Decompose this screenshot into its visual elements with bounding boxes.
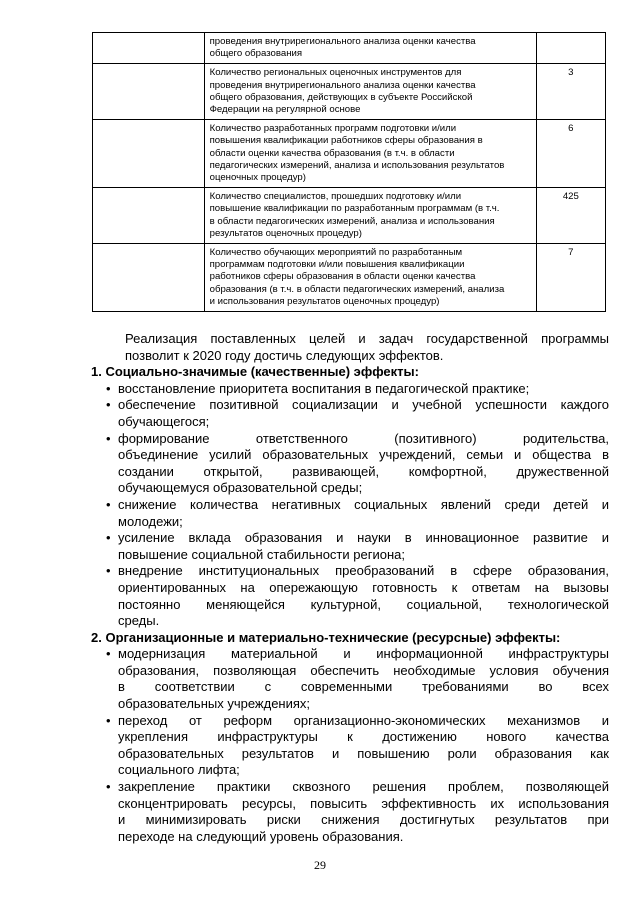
list-item-line: снижение количества негативных социальных явлений среди детей и: [118, 496, 609, 512]
list-item: [91, 563, 609, 629]
intro-line: Реализация поставленных целей и задач государственной программы: [125, 331, 609, 346]
indicator-name-cell: [204, 64, 536, 120]
indicator-text-line: повышение квалификации по разработанным программам (в т.ч.: [209, 203, 500, 215]
bullet-icon: •: [106, 530, 111, 546]
table-cell-empty: [93, 244, 205, 312]
bullet-icon: •: [106, 430, 111, 446]
list-item-line: образования, позволяющая обеспечить необходимые условия обучения: [118, 662, 609, 678]
list-item-line: обучающемуся образовательной среды;: [118, 480, 363, 496]
table-row: [93, 244, 606, 312]
list-item-line: модернизация материальной и информационной инфраструктуры: [118, 646, 609, 662]
list-item: [91, 713, 609, 779]
indicator-name-cell: [204, 188, 536, 244]
table-row: [93, 64, 606, 120]
indicator-text-line: образования (в т.ч. в области педагогических измерений, анализа: [209, 283, 505, 295]
indicator-name-cell: [204, 33, 536, 64]
indicator-text-line: педагогических измерений, анализа и использования результатов: [209, 159, 505, 171]
section2-heading: 2. Организационные и материально-технические (ресурсные) эффекты:: [91, 629, 561, 645]
indicator-text-line: проведения внутрирегионального анализа оценки качества: [209, 79, 476, 91]
list-item-line: образовательных результатов и повышению роли образования как: [118, 745, 609, 761]
indicator-text-line: работников сферы образования в области оценки качества: [209, 271, 476, 283]
indicator-text-line: и использования результатов оценочных процедур): [209, 295, 440, 307]
table-row: [93, 188, 606, 244]
indicator-text-line: проведения внутрирегионального анализа оценки качества: [209, 36, 476, 47]
bullet-icon: •: [106, 380, 111, 396]
indicator-value-cell: 6: [536, 120, 605, 188]
indicator-text-line: результатов оценочных процедур): [209, 227, 362, 239]
indicator-value-cell: [536, 33, 605, 64]
table-cell-empty: [93, 64, 205, 120]
bullet-icon: •: [106, 712, 111, 728]
list-item-line: переходе на следующий уровень образования.: [118, 828, 404, 844]
section2-list: [91, 646, 609, 845]
table-cell-empty: [93, 120, 205, 188]
intro-line: позволит к 2020 году достичь следующих эффектов.: [125, 347, 444, 363]
list-item-line: восстановление приоритета воспитания в педагогической практике;: [118, 380, 530, 396]
indicator-text-line: общего образования: [209, 48, 303, 60]
table-row: [93, 33, 606, 64]
list-item: [91, 497, 609, 530]
list-item: [91, 397, 609, 430]
list-item-line: создании открытой, развивающей, комфортной, дружественной: [118, 463, 609, 479]
bullet-icon: •: [106, 397, 111, 413]
indicator-text-line: программам подготовки и/или повышения квалификации: [209, 259, 465, 271]
indicator-text-line: Количество обучающих мероприятий по разработанным: [209, 247, 463, 259]
list-item-line: среды.: [118, 613, 160, 629]
indicator-text-line: Федерации на регулярной основе: [209, 104, 361, 116]
intro-paragraph: [91, 331, 609, 364]
list-item-line: внедрение институциональных преобразований в сфере образования,: [118, 563, 609, 579]
indicator-text-line: Количество региональных оценочных инструментов для: [209, 67, 462, 79]
table-row: [93, 120, 606, 188]
list-item-line: социального лифта;: [118, 762, 240, 778]
list-item-line: усиление вклада образования и науки в инновационное развитие и: [118, 530, 609, 546]
page-number: 29: [314, 858, 326, 872]
section1-list: [91, 381, 609, 630]
list-item: [91, 779, 609, 845]
indicator-text-line: оценочных процедур): [209, 172, 306, 184]
indicator-text-line: в области педагогических измерений, анализа и использования: [209, 215, 495, 227]
list-item-line: повышение социальной стабильности региона;: [118, 546, 405, 562]
indicator-value-cell: 3: [536, 64, 605, 120]
list-item-line: образовательных учреждениях;: [118, 696, 311, 712]
list-item-line: и минимизировать риски снижения достигнутых результатов при: [118, 812, 609, 828]
list-item: [91, 646, 609, 712]
indicator-value-cell: 425: [536, 188, 605, 244]
list-item-line: переход от реформ организационно-экономических механизмов и: [118, 712, 609, 728]
indicator-text-line: общего образования, действующих в субъекте Российской: [209, 91, 473, 103]
list-item-line: закрепление практики сквозного решения проблем, позволяющей: [118, 779, 609, 795]
table-cell-empty: [93, 188, 205, 244]
indicator-text-line: повышения квалификации работников сферы образования в: [209, 135, 483, 147]
list-item: [91, 431, 609, 497]
body-text: [91, 331, 609, 845]
table-cell-empty: [93, 33, 205, 64]
list-item-line: молодежи;: [118, 513, 183, 529]
indicator-name-cell: [204, 244, 536, 312]
bullet-icon: •: [106, 779, 111, 795]
section1-heading: 1. Социально-значимые (качественные) эффекты:: [91, 364, 419, 380]
list-item-line: сконцентрировать ресурсы, повысить эффективность их использования: [118, 795, 609, 811]
list-item: [91, 381, 609, 398]
list-item-line: постоянно меняющейся культурной, социальной, технологической: [118, 596, 609, 612]
list-item-line: объединение усилий образовательных учреждений, семьи и общества в: [118, 447, 609, 463]
bullet-icon: •: [106, 496, 111, 512]
list-item-line: обеспечение позитивной социализации и учебной успешности каждого: [118, 397, 609, 413]
list-item: [91, 530, 609, 563]
list-item-line: укрепления инфраструктуры к достижению нового качества: [118, 729, 609, 745]
indicators-table: [92, 32, 606, 312]
list-item-line: обучающегося;: [118, 413, 210, 429]
indicator-name-cell: [204, 120, 536, 188]
indicator-text-line: Количество разработанных программ подготовки и/или: [209, 123, 457, 135]
bullet-icon: •: [106, 646, 111, 662]
bullet-icon: •: [106, 563, 111, 579]
list-item-line: формирование ответственного (позитивного) родительства,: [118, 430, 609, 446]
indicator-text-line: области оценки качества образования (в т.ч. в области: [209, 147, 455, 159]
indicator-text-line: Количество специалистов, прошедших подготовку и/или: [209, 191, 462, 203]
list-item-line: ориентированных на опережающую готовность к ответам на вызовы: [118, 579, 609, 595]
list-item-line: в соответствии с современными требованиями во всех: [118, 679, 609, 695]
indicator-value-cell: 7: [536, 244, 605, 312]
